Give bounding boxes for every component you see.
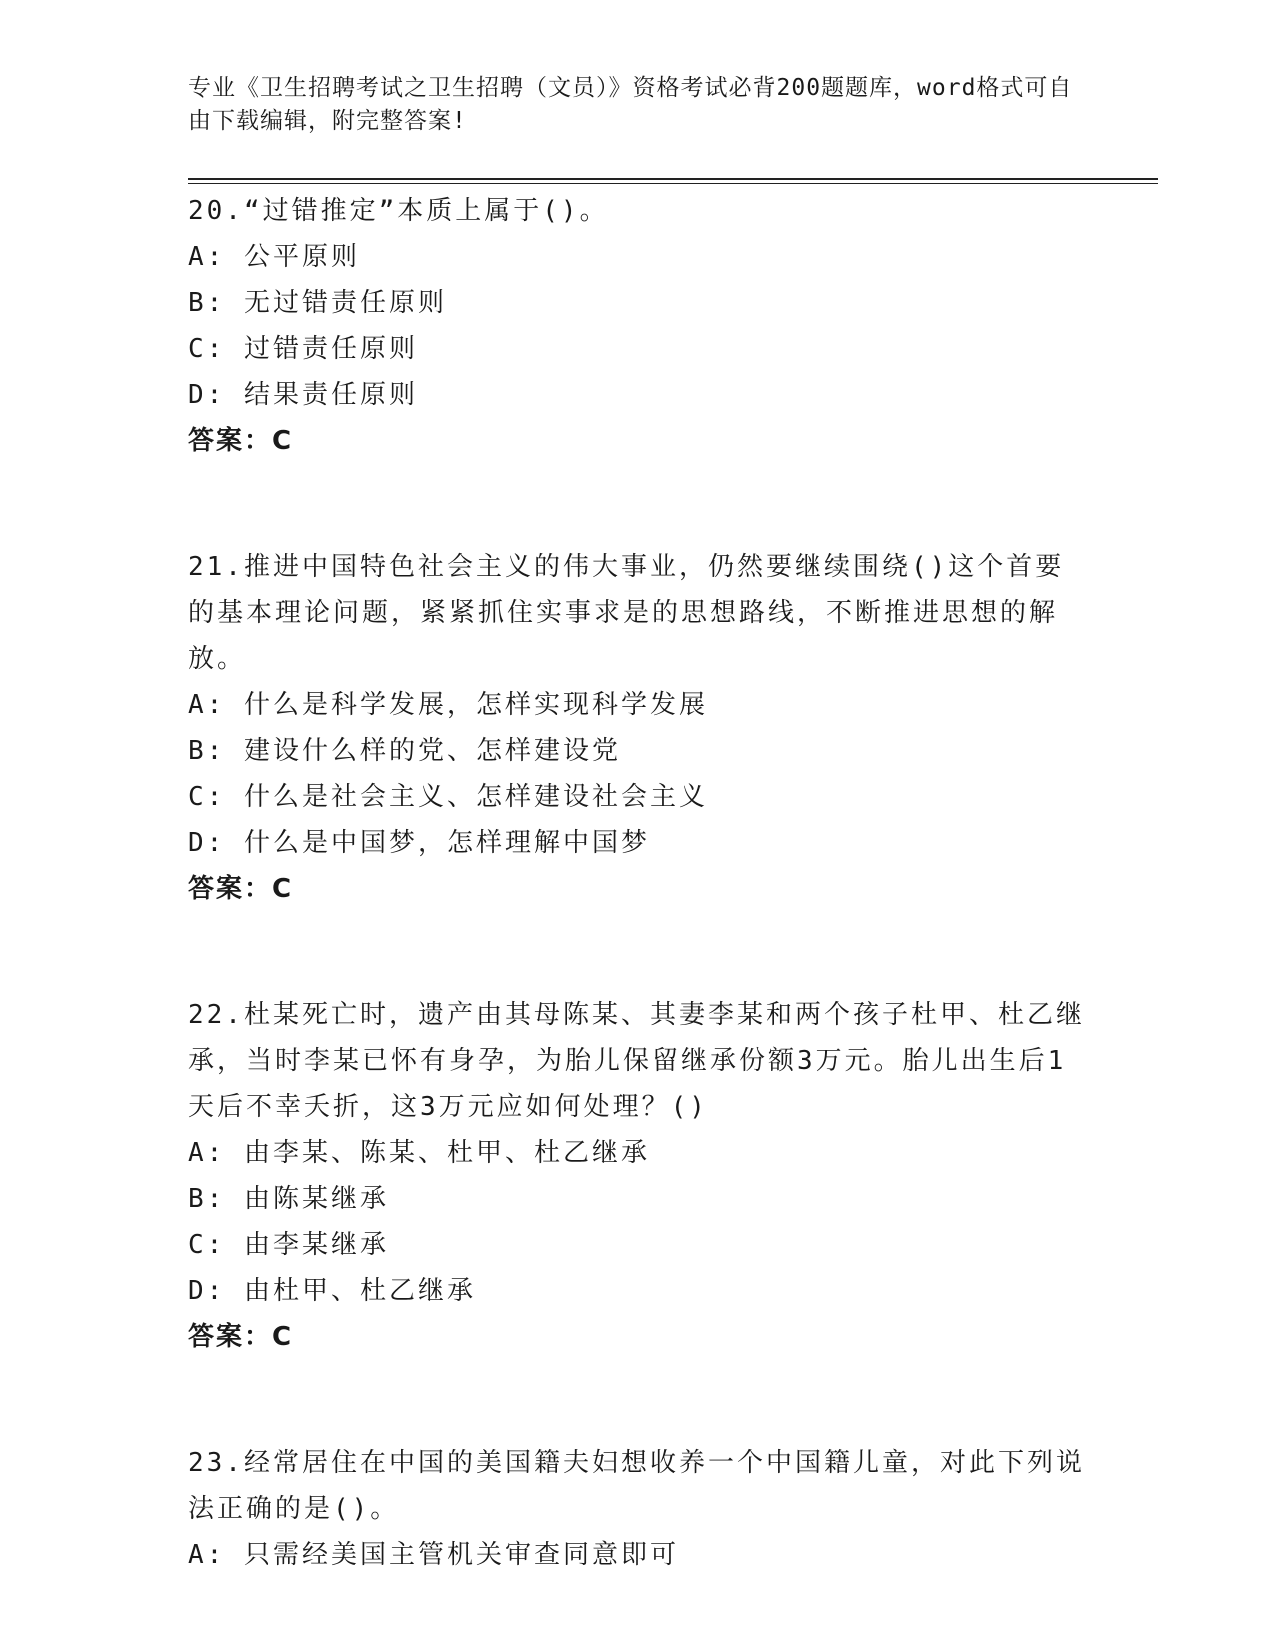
option-c: C: 由李某继承 — [188, 1230, 389, 1260]
question-23 — [188, 1440, 1088, 1578]
answer-label: 答案：C — [188, 874, 294, 904]
question-stem: 20.“过错推定”本质上属于()。 — [188, 196, 609, 226]
question-stem: 23.经常居住在中国的美国籍夫妇想收养一个中国籍儿童，对此下列说法正确的是()。 — [188, 1448, 1085, 1524]
option-d: D: 由杜甲、杜乙继承 — [188, 1276, 476, 1306]
question-stem: 22.杜某死亡时，遗产由其母陈某、其妻李某和两个孩子杜甲、杜乙继承，当时李某已怀有身孕，为胎儿保留继承份额3万元。胎儿出生后1天后不幸夭折，这3万元应如何处理？() — [188, 1000, 1085, 1122]
option-d: D: 结果责任原则 — [188, 380, 418, 410]
document-header: 专业《卫生招聘考试之卫生招聘（文员）》资格考试必背200题题库，word格式可自由下载编辑，附完整答案! — [188, 75, 1073, 134]
option-c: C: 过错责任原则 — [188, 334, 418, 364]
answer-label: 答案：C — [188, 1322, 294, 1352]
option-a: A: 公平原则 — [188, 242, 360, 272]
option-a: A: 什么是科学发展，怎样实现科学发展 — [188, 690, 708, 720]
option-c: C: 什么是社会主义、怎样建设社会主义 — [188, 782, 708, 812]
option-a: A: 只需经美国主管机关审查同意即可 — [188, 1540, 679, 1570]
question-21 — [188, 544, 1088, 912]
option-b: B: 由陈某继承 — [188, 1184, 389, 1214]
question-20 — [188, 188, 1088, 464]
option-d: D: 什么是中国梦，怎样理解中国梦 — [188, 828, 650, 858]
question-22 — [188, 992, 1088, 1360]
header-divider — [188, 178, 1158, 184]
question-list — [188, 188, 1088, 1578]
option-a: A: 由李某、陈某、杜甲、杜乙继承 — [188, 1138, 650, 1168]
option-b: B: 建设什么样的党、怎样建设党 — [188, 736, 621, 766]
option-b: B: 无过错责任原则 — [188, 288, 447, 318]
question-stem: 21.推进中国特色社会主义的伟大事业，仍然要继续围绕()这个首要的基本理论问题，紧紧抓住实事求是的思想路线，不断推进思想的解放。 — [188, 552, 1065, 674]
answer-label: 答案：C — [188, 426, 294, 456]
